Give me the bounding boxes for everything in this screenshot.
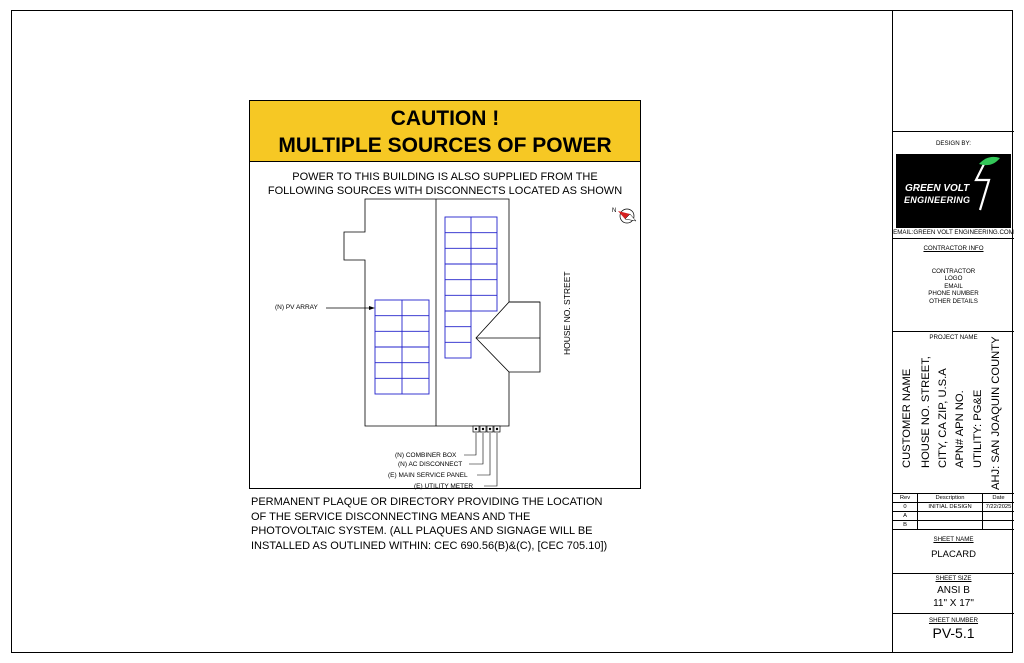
divider (893, 331, 1014, 332)
caution-header (249, 100, 641, 162)
revision-table (893, 493, 1014, 530)
logo-text-line-1: GREEN VOLT (905, 183, 970, 194)
caution-subtitle: MULTIPLE SOURCES OF POWER (278, 134, 612, 157)
contractor-line: CONTRACTOR (931, 268, 976, 275)
sheet-size-label: SHEET SIZE (935, 575, 972, 582)
sheet-number-label: SHEET NUMBER (928, 617, 979, 624)
sheet-name-label: SHEET NAME (933, 536, 974, 543)
project-customer-name: CUSTOMER NAME (901, 368, 913, 468)
caution-title: CAUTION ! (390, 107, 500, 130)
contractor-details (893, 268, 1014, 305)
signage-note (251, 495, 651, 553)
date-cell (983, 512, 1015, 521)
utility-meter-label: (E) UTILITY METER (414, 483, 474, 490)
project-utility: UTILITY: PG&E (972, 389, 984, 468)
project-ahj: AHJ: SAN JOAQUIN COUNTY (990, 336, 1002, 490)
note-line-2: OF THE SERVICE DISCONNECTING MEANS AND THE (251, 510, 531, 523)
pv-array-label: (N) PV ARRAY (275, 304, 318, 311)
company-logo (896, 154, 1011, 228)
instructions-line-2: FOLLOWING SOURCES WITH DISCONNECTS LOCATED AS SHOWN (267, 185, 623, 197)
rev-header: Rev (893, 494, 918, 503)
note-line-4: INSTALLED AS OUTLINED WITHIN: CEC 690.56(B)&(C), [CEC 705.10]) (251, 539, 608, 552)
project-name-label: PROJECT NAME (929, 334, 978, 341)
design-by-label: DESIGN BY: (935, 140, 972, 147)
date-header: Date (983, 494, 1015, 503)
placard-instructions (249, 170, 641, 198)
note-line-3: PHOTOVOLTAIC SYSTEM. (ALL PLAQUES AND SIGNAGE WILL BE (251, 525, 593, 537)
contractor-info-label: CONTRACTOR INFO (923, 245, 984, 252)
divider (893, 613, 1014, 614)
contractor-line: LOGO (944, 275, 963, 283)
description-cell (918, 521, 983, 530)
main-service-panel-label: (E) MAIN SERVICE PANEL (388, 472, 468, 479)
logo-text-line-2: ENGINEERING (904, 195, 971, 205)
date-cell: 7/22/2025 (983, 503, 1015, 512)
rev-cell: B (893, 521, 918, 530)
project-apn: APN# APN NO. (954, 390, 966, 468)
lightning-bolt-icon (896, 154, 1011, 228)
description-header: Description (918, 494, 983, 503)
sheet-size-line-1: ANSI B (937, 585, 970, 596)
instructions-line-1: POWER TO THIS BUILDING IS ALSO SUPPLIED FROM THE (292, 171, 598, 183)
contractor-line: EMAIL (944, 282, 963, 290)
rev-cell: A (893, 512, 918, 521)
contractor-line: PHONE NUMBER (928, 290, 979, 298)
sheet-name: PLACARD (931, 549, 976, 560)
ac-disconnect-label: (N) AC DISCONNECT (398, 461, 463, 468)
placard-panel (249, 162, 641, 489)
date-cell (983, 521, 1015, 530)
street-label: HOUSE NO. STREET (562, 271, 572, 355)
compass-north-label: N (612, 208, 617, 214)
sheet-number: PV-5.1 (932, 625, 975, 641)
rev-cell: 0 (893, 503, 918, 512)
project-address-line-1: HOUSE NO. STREET, (920, 356, 932, 468)
divider (893, 238, 1014, 239)
description-cell (918, 512, 983, 521)
project-address-line-2: CITY, CA ZIP, U.S.A (937, 368, 949, 468)
divider (893, 131, 1014, 132)
email-text: EMAIL:GREEN VOLT ENGINEERING.COM (893, 229, 1014, 236)
sheet-size-line-2: 11" X 17" (933, 598, 974, 609)
title-block (892, 10, 1013, 653)
note-line-1: PERMANENT PLAQUE OR DIRECTORY PROVIDING THE LOCATION (251, 496, 603, 508)
combiner-box-label: (N) COMBINER BOX (395, 452, 457, 459)
divider (893, 573, 1014, 574)
contractor-line: OTHER DETAILS (929, 297, 978, 305)
description-cell: INITIAL DESIGN (918, 503, 983, 512)
